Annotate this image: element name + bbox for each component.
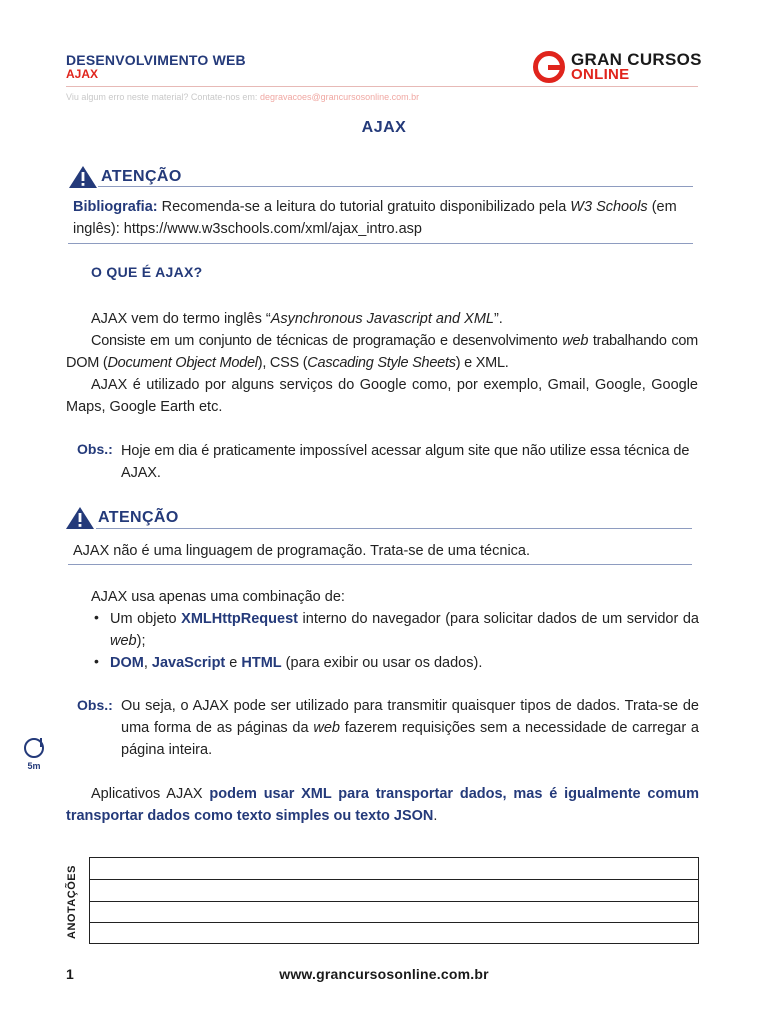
logo-line2: ONLINE <box>571 66 630 83</box>
page-number: 1 <box>66 966 74 982</box>
header-divider <box>66 86 698 87</box>
paragraph: AJAX é utilizado por alguns serviços do Google como, por exemplo, Gmail, Google, Google Maps, Google Earth etc. <box>66 377 698 415</box>
intro-paragraphs <box>66 308 698 418</box>
paragraph: Consiste em um conjunto de técnicas de programação e desenvolvimento web trabalhando com DOM (Document Object Model), CSS (Cascading Style Sheets) e XML. <box>66 333 698 371</box>
attention-label: ATENÇÃO <box>101 168 182 185</box>
warning-triangle-icon <box>65 506 95 530</box>
notes-label: ANOTAÇÕES <box>66 865 78 939</box>
obs-text: Hoje em dia é praticamente impossível acessar algum site que não utilize essa técnica de AJAX. <box>121 443 690 481</box>
obs-label: Obs.: <box>77 697 113 713</box>
timer-label: 5m <box>27 761 41 771</box>
bibliography-note: Bibliografia: Recomenda-se a leitura do tutorial gratuito disponibilizado pela W3 Schools (em inglês): https://www.w3schools.com/xml/ajax_intro.asp <box>73 199 677 237</box>
combination-intro: AJAX usa apenas uma combinação de: <box>91 589 345 605</box>
list-item: Um objeto XMLHttpRequest interno do navegador (para solicitar dados de um servidor da web); <box>110 611 699 649</box>
bullet-dot: • <box>94 609 99 625</box>
stopwatch-icon <box>24 738 44 758</box>
footer-url[interactable]: www.grancursosonline.com.br <box>279 966 489 982</box>
notes-line <box>90 901 698 902</box>
contact-note: Viu algum erro neste material? Contate-nos em: degravacoes@grancursosonline.com.br <box>66 92 420 102</box>
notes-line <box>90 879 698 880</box>
list-item: DOM, JavaScript e HTML (para exibir ou usar os dados). <box>110 655 483 671</box>
gran-cursos-logo <box>533 50 703 84</box>
notes-box[interactable] <box>89 857 699 944</box>
attention-bottom-divider <box>68 564 692 565</box>
contact-email-link[interactable]: degravacoes@grancursosonline.com.br <box>259 92 420 102</box>
obs-label: Obs.: <box>77 441 113 457</box>
page-title: AJAX <box>361 119 407 136</box>
course-topic: AJAX <box>66 67 99 81</box>
notes-line <box>90 922 698 923</box>
attention-divider <box>96 528 692 529</box>
attention-divider <box>98 186 693 187</box>
logo-line1: GRAN CURSOS <box>571 50 702 69</box>
paragraph: AJAX vem do termo inglês “Asynchronous Javascript and XML”. <box>91 311 503 327</box>
warning-triangle-icon <box>68 165 98 189</box>
bullet-dot: • <box>94 653 99 669</box>
final-paragraph: Aplicativos AJAX podem usar XML para transportar dados, mas é igualmente comum transportar dados como texto simples ou texto JSON. <box>66 786 699 824</box>
section-heading: O QUE É AJAX? <box>91 264 203 280</box>
g-logo-icon <box>533 51 565 83</box>
obs-text: Ou seja, o AJAX pode ser utilizado para transmitir quaisquer tipos de dados. Trata-se de uma forma de as páginas da web fazerem requisições sem a necessidade de carregar a página inteira. <box>121 698 700 758</box>
course-title: DESENVOLVIMENTO WEB <box>66 52 246 68</box>
attention-bottom-divider <box>68 243 693 244</box>
attention-label: ATENÇÃO <box>98 509 179 526</box>
attention-text: AJAX não é uma linguagem de programação. Trata-se de uma técnica. <box>73 543 531 559</box>
